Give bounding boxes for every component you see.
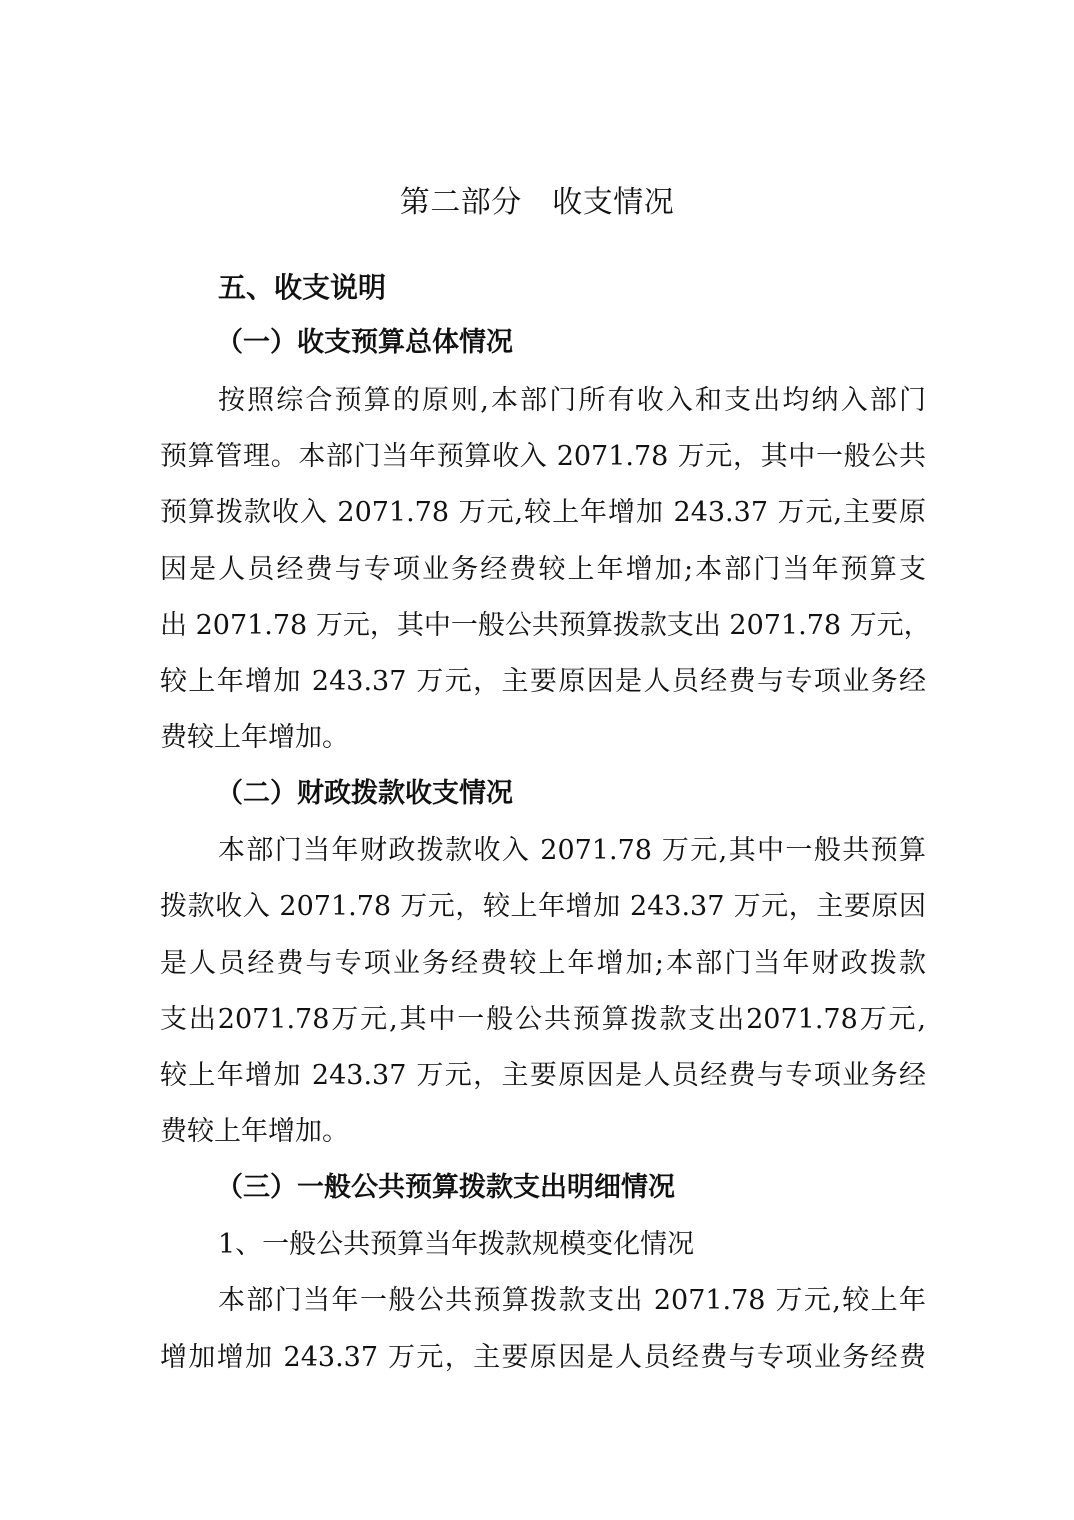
- paragraph-line: 因是人员经费与专项业务经费较上年增加;本部门当年预算支: [160, 554, 926, 585]
- subsection-heading-2: （二）财政拨款收支情况: [216, 778, 513, 809]
- paragraph-line: 较上年增加 243.37 万元，主要原因是人员经费与专项业务经: [160, 666, 926, 697]
- paragraph-line: 本部门当年一般公共预算拨款支出 2071.78 万元,较上年: [218, 1285, 926, 1316]
- list-item-heading: 1、一般公共预算当年拨款规模变化情况: [218, 1229, 695, 1260]
- subsection-heading-3: （三）一般公共预算拨款支出明细情况: [216, 1172, 675, 1203]
- section-heading: 五、收支说明: [218, 271, 387, 304]
- paragraph-line: 费较上年增加。: [160, 722, 349, 753]
- paragraph-line: 出 2071.78 万元，其中一般公共预算拨款支出 2071.78 万元，: [160, 610, 931, 641]
- paragraph-line: 费较上年增加。: [160, 1116, 349, 1147]
- page-title: 第二部分 收支情况: [399, 185, 675, 220]
- subsection-heading-1: （一）收支预算总体情况: [216, 327, 513, 358]
- paragraph-line: 按照综合预算的原则,本部门所有收入和支出均纳入部门: [218, 385, 926, 416]
- paragraph-line: 拨款收入 2071.78 万元，较上年增加 243.37 万元，主要原因: [160, 891, 926, 922]
- paragraph-line: 较上年增加 243.37 万元，主要原因是人员经费与专项业务经: [160, 1060, 926, 1091]
- paragraph-line: 本部门当年财政拨款收入 2071.78 万元,其中一般共预算: [218, 835, 926, 866]
- paragraph-line: 预算拨款收入 2071.78 万元,较上年增加 243.37 万元,主要原: [160, 497, 926, 528]
- paragraph-line: 增加增加 243.37 万元，主要原因是人员经费与专项业务经费: [160, 1342, 926, 1373]
- paragraph-line: 支出2071.78万元,其中一般公共预算拨款支出2071.78万元,: [160, 1004, 926, 1035]
- paragraph-line: 预算管理。本部门当年预算收入 2071.78 万元，其中一般公共: [160, 441, 926, 472]
- paragraph-line: 是人员经费与专项业务经费较上年增加;本部门当年财政拨款: [160, 948, 926, 979]
